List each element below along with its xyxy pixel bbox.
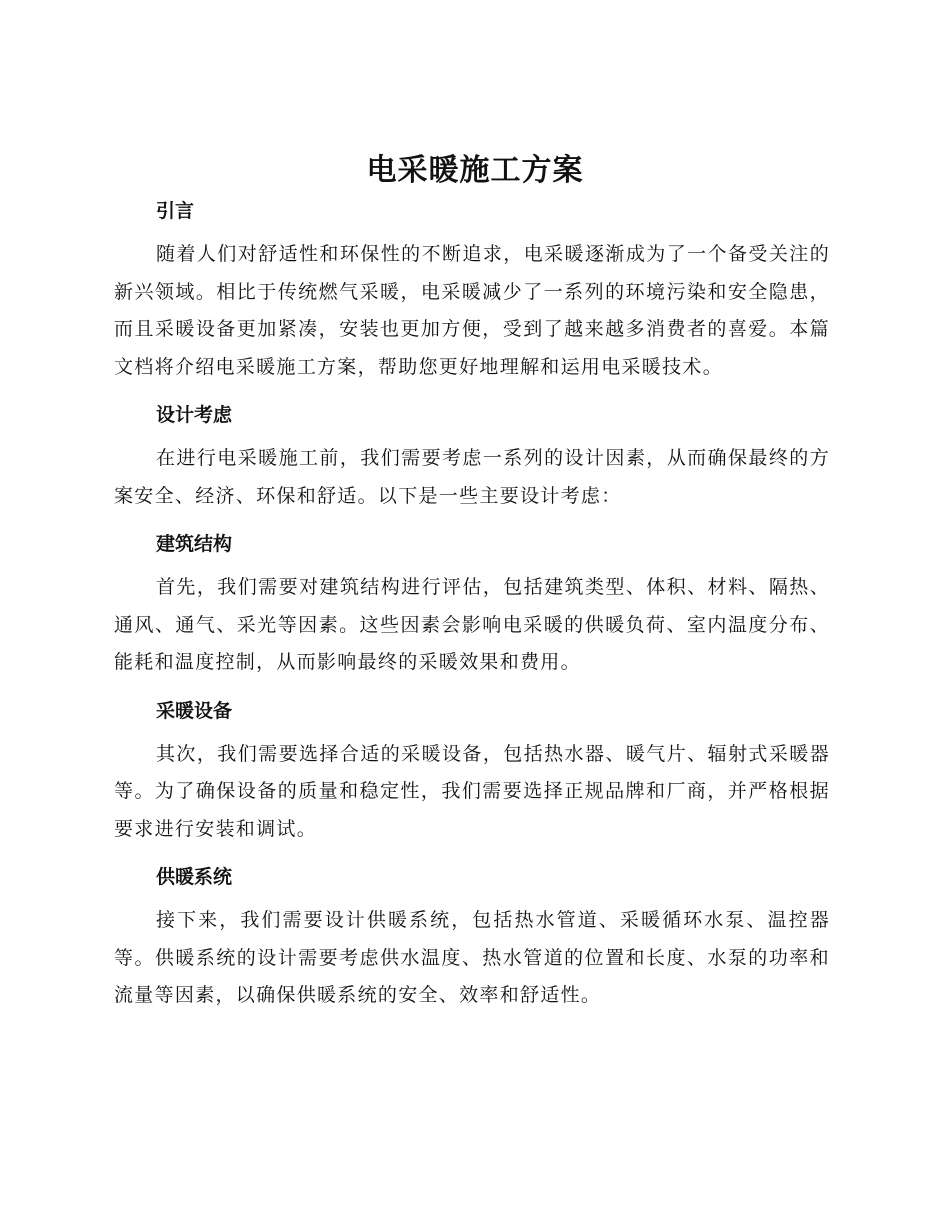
document-body: [114, 192, 830, 1015]
section-heading-introduction: 引言: [156, 200, 195, 222]
document-title: 电采暖施工方案: [366, 153, 584, 188]
section-heading-building-structure: 建筑结构: [156, 533, 233, 555]
section-paragraph-introduction: 随着人们对舒适性和环保性的不断追求，电采暖逐渐成为了一个备受关注的新兴领域。相比于传统燃气采暖，电采暖减少了一系列的环境污染和安全隐患，而且采暖设备更加紧凑，安装也更加方便，受到了越来越多消费者的喜爱。本篇文档将介绍电采暖施工方案，帮助您更好地理解和运用电采暖技术。: [114, 243, 830, 378]
section-heading-design-considerations: 设计考虑: [156, 404, 233, 426]
section-heating-system: [114, 858, 830, 1015]
section-paragraph-heating-equipment: 其次，我们需要选择合适的采暖设备，包括热水器、暖气片、辐射式采暖器等。为了确保设备的质量和稳定性，我们需要选择正规品牌和厂商，并严格根据要求进行安装和调试。: [114, 742, 830, 840]
section-heating-equipment: [114, 692, 830, 849]
section-paragraph-building-structure: 首先，我们需要对建筑结构进行评估，包括建筑类型、体积、材料、隔热、通风、通气、采光等因素。这些因素会影响电采暖的供暖负荷、室内温度分布、能耗和温度控制，从而影响最终的采暖效果和费用。: [114, 576, 830, 673]
section-design-considerations: [114, 396, 830, 515]
section-paragraph-design-considerations: 在进行电采暖施工前，我们需要考虑一系列的设计因素，从而确保最终的方案安全、经济、环保和舒适。以下是一些主要设计考虑：: [114, 447, 830, 507]
section-heading-heating-system: 供暖系统: [156, 866, 233, 888]
section-paragraph-heating-system: 接下来，我们需要设计供暖系统，包括热水管道、采暖循环水泵、温控器等。供暖系统的设计需要考虑供水温度、热水管道的位置和长度、水泵的功率和流量等因素，以确保供暖系统的安全、效率和舒适性。: [114, 909, 830, 1006]
section-building-structure: [114, 525, 830, 682]
section-introduction: [114, 192, 830, 386]
section-heading-heating-equipment: 采暖设备: [156, 699, 233, 722]
